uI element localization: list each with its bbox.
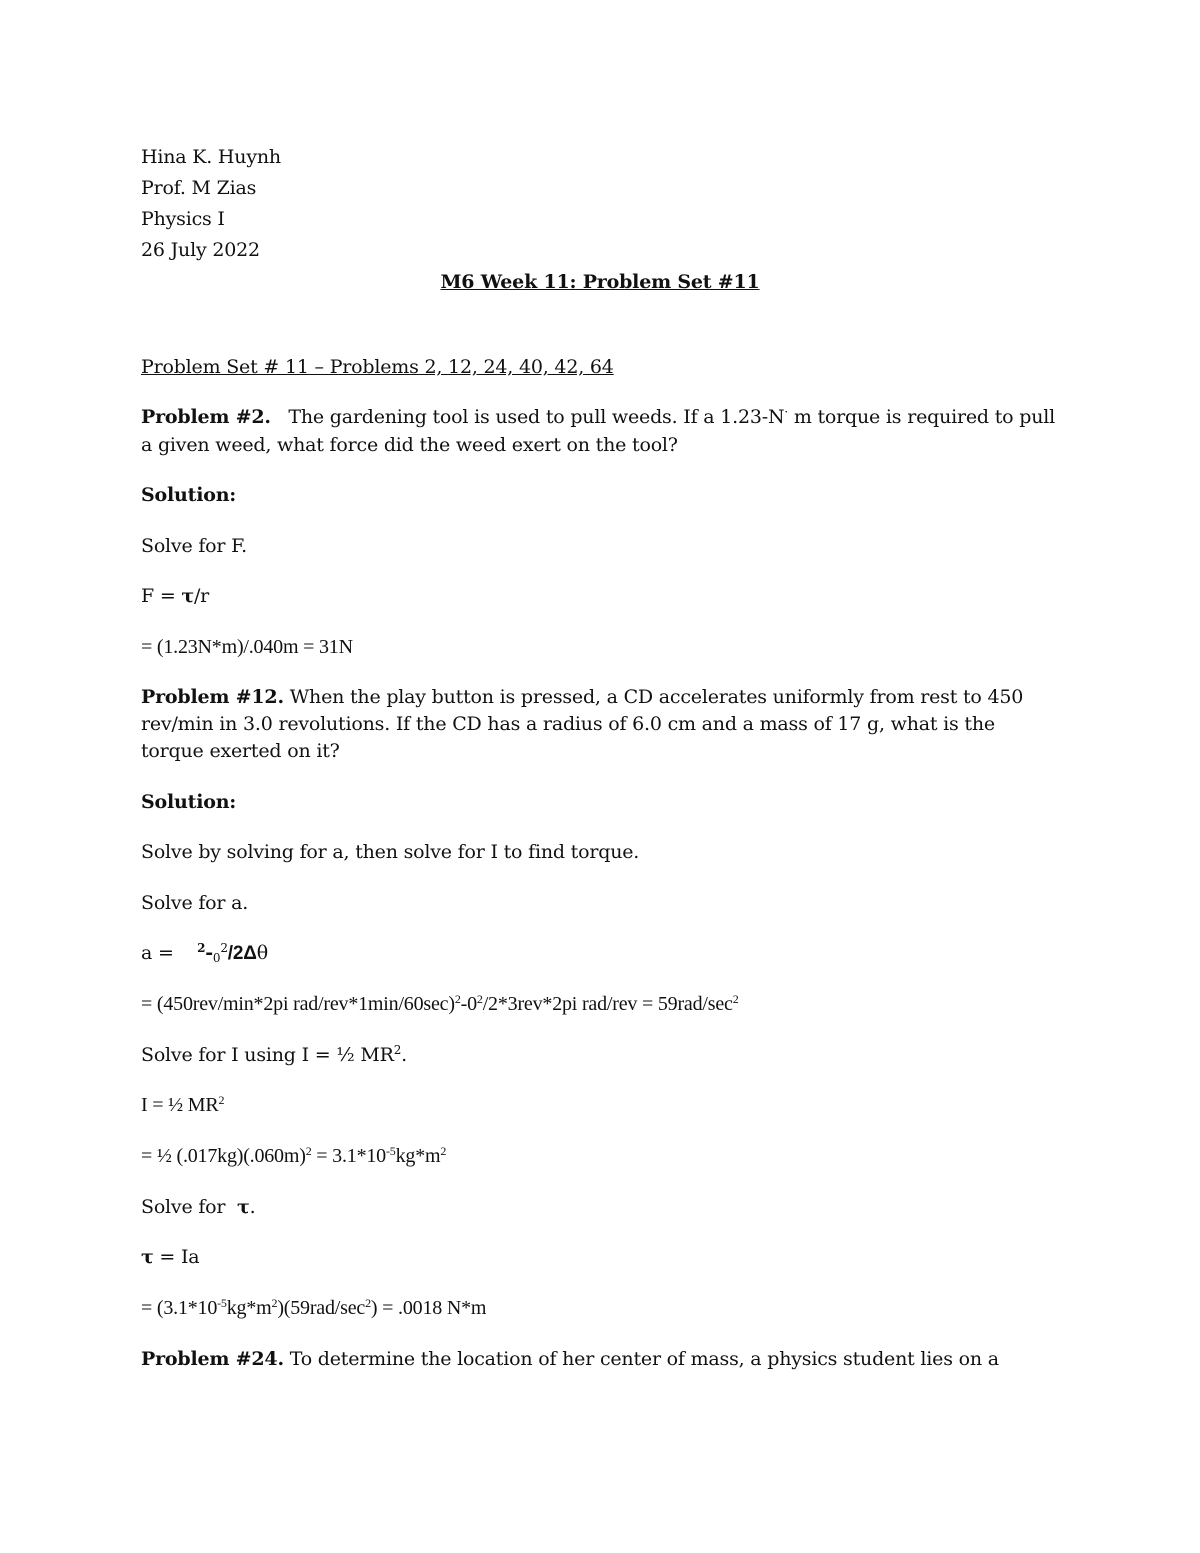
eq-t2-part-3: )(59rad/sec — [277, 1297, 366, 1319]
eq-a-sup-1: 2 — [197, 941, 206, 955]
eq-a-minus: - — [205, 942, 213, 964]
course-name: Physics I — [141, 208, 225, 230]
problem-24-text-1: To determine the location of her center of mass, a physics student lies on a — [289, 1348, 999, 1370]
solution-label: Solution: — [141, 791, 237, 813]
problem-2-label: Problem #2. — [141, 406, 271, 428]
eq-a2-sup-2: 2 — [476, 992, 483, 1006]
problem-12-equation-a — [141, 940, 268, 967]
problem-12-equation-t-2 — [141, 1295, 486, 1321]
eq-t2-part-2: kg*m — [226, 1297, 272, 1319]
eq-t2-part-4: ) = .0018 N*m — [370, 1297, 487, 1319]
eq-a2-sup-1: 2 — [454, 992, 461, 1006]
eq-a2-part-2: -0 — [460, 993, 477, 1015]
problem-12-step-1: Solve by solving for a, then solve for I to find torque. — [141, 841, 640, 863]
delta-symbol: Δ — [243, 943, 257, 964]
step-3-period: . — [401, 1044, 407, 1066]
problem-2-line-2: a given weed, what force did the weed exert on the tool? — [141, 434, 678, 456]
step-3-text: Solve for I using I = ½ MR — [141, 1044, 394, 1066]
problem-12-step-4 — [141, 1194, 255, 1220]
problem-12-line-2: rev/min in 3.0 revolutions. If the CD has a radius of 6.0 cm and a mass of 17 g, what is the — [141, 713, 995, 735]
eq-i2-sup-1: 2 — [305, 1144, 312, 1158]
eq-i1-sup: 2 — [218, 1093, 225, 1107]
eq-t2-part-1: = (3.1*10 — [141, 1297, 218, 1319]
problem-2-equation-2: = (1.23N*m)/.040m = 31N — [141, 636, 353, 658]
eq1-rhs: /r — [193, 585, 210, 607]
problem-2-line-1 — [141, 404, 1055, 430]
eq-a-lhs: a = — [141, 942, 180, 964]
eq-a2-part-3: /2*3rev*2pi rad/rev = 59rad/sec — [482, 993, 733, 1015]
problem-2-text-b: m torque is required to pull — [788, 406, 1056, 428]
problem-12-solution-label — [141, 789, 236, 815]
eq-a-div: /2 — [227, 943, 244, 964]
eq-i1-text: I = ½ MR — [141, 1094, 219, 1116]
eq-t2-sup-2: 2 — [271, 1296, 278, 1310]
problem-2-equation-1 — [141, 583, 209, 609]
problem-12-label: Problem #12. — [141, 686, 284, 708]
problem-12-equation-i-1 — [141, 1092, 224, 1118]
problem-12-equation-t-1 — [141, 1244, 199, 1270]
problem-12-equation-i-2 — [141, 1143, 446, 1169]
step-3-sup: 2 — [393, 1043, 402, 1057]
solution-label: Solution: — [141, 484, 237, 506]
eq-i2-sup-3: 2 — [440, 1144, 447, 1158]
problem-12-line-1 — [141, 684, 1023, 710]
tau-symbol: τ — [141, 1246, 154, 1268]
eq-t2-sup-1: -5 — [217, 1296, 227, 1310]
problem-12-text-1: When the play button is pressed, a CD accelerates uniformly from rest to 450 — [289, 686, 1024, 708]
document-title: M6 Week 11: Problem Set #11 — [440, 271, 760, 293]
problem-2-solution-label — [141, 482, 236, 508]
problem-24-label: Problem #24. — [141, 1348, 284, 1370]
step-4-text: Solve for — [141, 1196, 232, 1218]
problem-12-step-3 — [141, 1042, 407, 1068]
problem-set-line: Problem Set # 11 – Problems 2, 12, 24, 40, 42, 64 — [141, 356, 614, 378]
tau-symbol: τ — [181, 585, 194, 607]
date: 26 July 2022 — [141, 239, 260, 261]
problem-12-equation-a-2 — [141, 991, 739, 1017]
problem-12-line-3: torque exerted on it? — [141, 740, 340, 762]
eq-a-sub-0: 0 — [212, 951, 221, 965]
problem-2-dot: · — [784, 405, 788, 419]
eq-i2-part-3: kg*m — [395, 1145, 441, 1167]
professor-name: Prof. M Zias — [141, 177, 257, 199]
author-name: Hina K. Huynh — [141, 146, 281, 168]
eq-a2-part-1: = (450rev/min*2pi rad/rev*1min/60sec) — [141, 993, 455, 1015]
eq-a-sup-2: 2 — [220, 941, 228, 955]
eq-t2-sup-3: 2 — [365, 1296, 371, 1310]
tau-symbol: τ — [237, 1196, 250, 1218]
step-4-period: . — [249, 1196, 256, 1218]
eq-a2-sup-3: 2 — [732, 992, 739, 1006]
problem-24-line-1 — [141, 1346, 999, 1372]
eq1-lhs: F = — [141, 585, 182, 607]
problem-2-text-a: The gardening tool is used to pull weeds. If a 1.23-N — [288, 406, 785, 428]
eq-i2-part-1: = ½ (.017kg)(.060m) — [141, 1145, 306, 1167]
eq-t1-rhs: = Ia — [153, 1246, 200, 1268]
theta-symbol: θ — [256, 942, 268, 964]
problem-2-step-1: Solve for F. — [141, 535, 248, 557]
eq-i2-sup-2: -5 — [385, 1144, 396, 1158]
eq-i2-part-2: = 3.1*10 — [311, 1145, 386, 1167]
problem-12-step-2: Solve for a. — [141, 892, 249, 914]
